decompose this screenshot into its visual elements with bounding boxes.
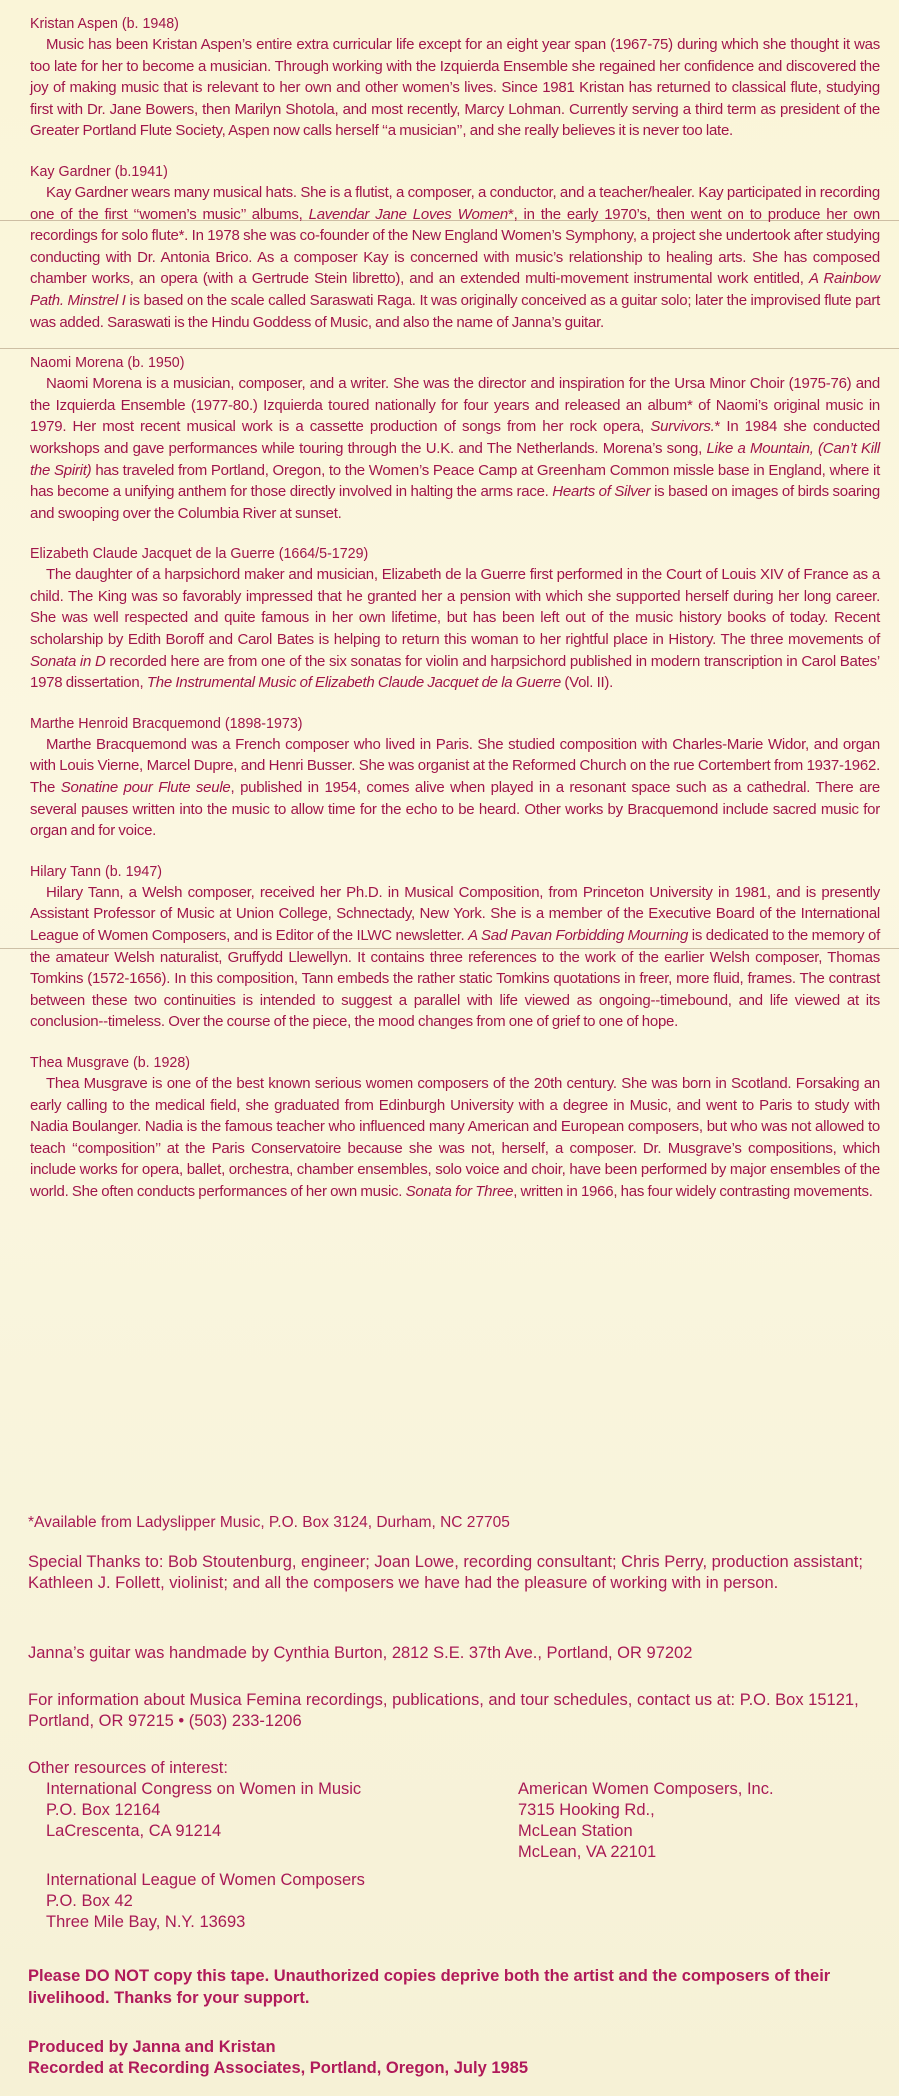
resource-ilwc bbox=[46, 1870, 365, 1933]
resource-line: LaCrescenta, CA 91214 bbox=[46, 1822, 222, 1840]
bio-heading: Marthe Henroid Bracquemond (1898-1973) bbox=[30, 714, 303, 732]
bio-paragraph: The daughter of a harpsichord maker and musician, Elizabeth de la Guerre first performed in the Court of Louis XIV of France as a child. The King was so favorably impressed that he granted her a pension with which she supported herself during her long career. She was well respected and quite famous in her own lifetime, but has been left out of the music history books of today. Recent scholarship by Edith Boroff and Carol Bates is helping to return this woman to her rightful place in History. The three movements of Sonata in D recorded here are from one of the six sonatas for violin and harpsichord published in modern transcription in Carol Bates’ 1978 dissertation, The Instrumental Music of Elizabeth Claude Jacquet de la Guerre (Vol. II). bbox=[30, 566, 880, 692]
bio-heading: Kristan Aspen (b. 1948) bbox=[30, 15, 179, 32]
contact-info: For information about Musica Femina recordings, publications, and tour schedules, contact us at: P.O. Box 15121, Portland, OR 97215 • (503) 233-1206 bbox=[28, 1691, 859, 1730]
bio-heading: Hilary Tann (b. 1947) bbox=[30, 862, 163, 880]
resource-awc bbox=[518, 1779, 774, 1863]
resource-icwm bbox=[46, 1779, 361, 1842]
copy-notice: Please DO NOT copy this tape. Unauthorized copies deprive both the artist and the composers of their livelihood. Thanks for your support. bbox=[28, 1967, 831, 2007]
bio-marthe-bracquemond bbox=[30, 714, 880, 842]
bio-naomi-morena bbox=[30, 353, 880, 524]
bio-hilary-tann bbox=[30, 862, 880, 1033]
resource-line: P.O. Box 42 bbox=[46, 1892, 133, 1910]
bio-paragraph: Thea Musgrave is one of the best known serious women composers of the 20th century. She was born in Scotland. Forsaking an early calling to the medical field, she graduated from Edinburgh University with a degree in Music, and went to Paris to study with Nadia Boulanger. Nadia is the famous teacher who influenced many American and European composers, but who was not allowed to teach ‘‘composition’’ at the Paris Conservatoire because she was not, herself, a composer. Dr. Musgrave’s compositions, which include works for opera, ballet, orchestra, chamber ensembles, solo voice and choir, have been performed by major ensembles of the world. She often conducts performances of her own music. Sonata for Three, written in 1966, has four widely contrasting movements. bbox=[30, 1074, 880, 1200]
resource-line: McLean Station bbox=[518, 1822, 633, 1840]
recording-location-line: Recorded at Recording Associates, Portland, Oregon, July 1985 bbox=[28, 2059, 529, 2077]
special-thanks: Special Thanks to: Bob Stoutenburg, engineer; Joan Lowe, recording consultant; Chris Perry, production assistant; Kathleen J. Follett, violinist; and all the composers we have had the pleasure of working with in person. bbox=[28, 1553, 863, 1592]
production-credits bbox=[28, 2037, 868, 2079]
bio-paragraph: Marthe Bracquemond was a French composer who lived in Paris. She studied composition with Charles-Marie Widor, and organ with Louis Vierne, Marcel Dupre, and Henri Busser. She was organist at the Reformed Church on the rue Cortembert from 1937-1962. The Sonatine pour Flute seule, published in 1954, comes alive when played in a resonant space such as a cathedral. There are several pauses written into the music to allow time for the echo to be heard. Other works by Bracquemond include sacred music for organ and for voice. bbox=[30, 735, 880, 840]
bio-paragraph: Naomi Morena is a musician, composer, and a writer. She was the director and inspiration for the Ursa Minor Choir (1975-76) and the Izquierda Ensemble (1977-80.) Izquierda toured nationally for four years and released an album* of Naomi’s original music in 1979. Her most recent musical work is a cassette production of songs from her rock opera, Survivors.* In 1984 she conducted workshops and gave performances while touring through the U.K. and The Netherlands. Morena’s song, Like a Mountain, (Can’t Kill the Spirit) has traveled from Portland, Oregon, to the Women’s Peace Camp at Greenham Common missle base in England, where it has become a unifying anthem for those directly involved in halting the arms race. Hearts of Silver is based on images of birds soaring and swooping over the Columbia River at sunset. bbox=[30, 375, 881, 522]
bio-kristan-aspen bbox=[30, 14, 880, 142]
composer-bios bbox=[30, 14, 880, 1223]
bio-thea-musgrave bbox=[30, 1053, 880, 1203]
bio-paragraph: Kay Gardner wears many musical hats. She is a flutist, a composer, a conductor, and a teacher/healer. Kay participated in recording one of the first ‘‘women’s music’’ albums, Lavendar Jane Loves Women*, in the early 1970’s, then went on to produce her own recordings for solo flute*. In 1978 she was co-founder of the New England Women’s Symphony, a project she undertook after studying conducting with Dr. Antonia Brico. As a composer Kay is concerned with music’s relationship to healing arts. She has composed chamber works, an opera (with a Gertrude Stein libretto), and an extended multi-movement instrumental work entitled, A Rainbow Path. Minstrel I is based on the scale called Saraswati Raga. It was originally conceived as a guitar solo; later the improvised flute part was added. Saraswati is the Hindu Goddess of Music, and also the name of Janna’s guitar. bbox=[30, 183, 880, 331]
availability-footnote: *Available from Ladyslipper Music, P.O. Box 3124, Durham, NC 27705 bbox=[28, 1514, 510, 1531]
resource-line: P.O. Box 12164 bbox=[46, 1801, 161, 1819]
bio-kay-gardner bbox=[30, 162, 880, 333]
bio-paragraph: Hilary Tann, a Welsh composer, received her Ph.D. in Musical Composition, from Princeton University in 1981, and is presently Assistant Professor of Music at Union College, Schnectady, New York. She is a member of the Executive Board of the International League of Women Composers, and is Editor of the ILWC newsletter. A Sad Pavan Forbidding Mourning is dedicated to the memory of the amateur Welsh naturalist, Gruffydd Llewellyn. It contains three references to the work of the earlier Welsh composer, Thomas Tomkins (1572-1656). In this composition, Tann embeds the rather static Tomkins quotations in freer, more fluid, frames. The contrast between these two continuities is intended to suggest a parallel with life viewed as ongoing--timebound, and life viewed at its conclusion--timeless. Over the course of the piece, the mood changes from one of grief to one of hope. bbox=[30, 883, 881, 1031]
bio-elizabeth-de-la-guerre bbox=[30, 544, 880, 694]
bio-heading: Kay Gardner (b.1941) bbox=[30, 162, 168, 180]
guitar-credit: Janna’s guitar was handmade by Cynthia Burton, 2812 S.E. 37th Ave., Portland, OR 97202 bbox=[28, 1644, 693, 1662]
bio-heading: Naomi Morena (b. 1950) bbox=[30, 354, 185, 372]
resource-line: American Women Composers, Inc. bbox=[518, 1780, 774, 1798]
producers-line: Produced by Janna and Kristan bbox=[28, 2038, 276, 2056]
bio-heading: Thea Musgrave (b. 1928) bbox=[30, 1053, 191, 1071]
bio-heading: Elizabeth Claude Jacquet de la Guerre (1664/5-1729) bbox=[30, 545, 369, 563]
resources-heading: Other resources of interest: bbox=[28, 1759, 228, 1777]
resource-line: 7315 Hooking Rd., bbox=[518, 1801, 655, 1819]
resource-line: International League of Women Composers bbox=[46, 1871, 365, 1889]
resource-line: Three Mile Bay, N.Y. 13693 bbox=[46, 1913, 246, 1931]
other-resources bbox=[28, 1758, 868, 1931]
bio-paragraph: Music has been Kristan Aspen’s entire extra curricular life except for an eight year span (1967-75) during which she thought it was too late for her to become a musician. Through working with the Izquierda Ensemble she regained her confidence and discovered the joy of making music that is relevant to her own and other women’s lives. Since 1981 Kristan has returned to classical flute, studying first with Dr. Jane Bowers, then Marilyn Shotola, and most recently, Marcy Lohman. Currently serving a third term as president of the Greater Portland Flute Society, Aspen now calls herself ‘‘a musician’’, and she really believes it is never too late. bbox=[30, 36, 880, 140]
resource-line: International Congress on Women in Music bbox=[46, 1780, 362, 1798]
resource-line: McLean, VA 22101 bbox=[518, 1843, 657, 1861]
